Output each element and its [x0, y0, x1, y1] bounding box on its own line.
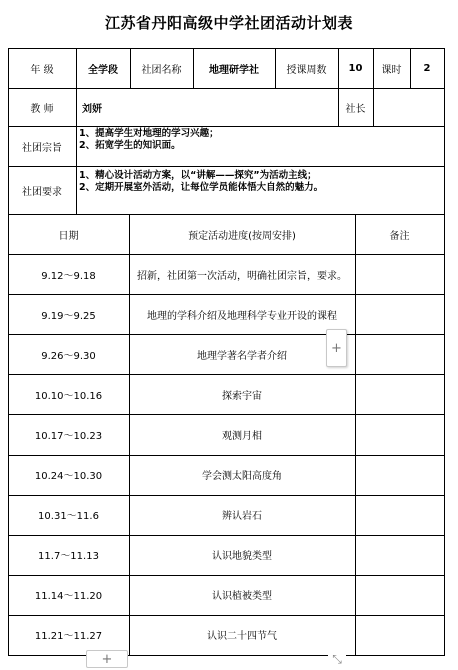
hours-value[interactable]: 2	[423, 62, 431, 74]
row-note[interactable]	[355, 535, 444, 575]
border-line	[76, 48, 77, 88]
border-line	[355, 214, 356, 655]
border-line	[373, 88, 374, 126]
row-plan[interactable]: 学会测太阳高度角	[202, 471, 282, 483]
border-line	[8, 455, 445, 456]
border-line	[8, 374, 445, 375]
club-name-value[interactable]: 地理研学社	[209, 64, 259, 76]
purpose-label: 社团宗旨	[22, 142, 62, 154]
requirement-line-1: 1、精心设计活动方案，以“讲解——探究”为活动主线；	[79, 170, 317, 181]
requirement-label: 社团要求	[22, 186, 62, 198]
border-line	[8, 414, 445, 415]
border-line	[8, 88, 445, 89]
row-plan[interactable]: 探索宇宙	[222, 390, 262, 402]
president-label: 社长	[345, 103, 366, 115]
row-note[interactable]	[355, 374, 444, 414]
row-date[interactable]: 11.14～11.20	[34, 591, 103, 603]
row-date[interactable]: 11.21～11.27	[34, 631, 103, 643]
purpose-content[interactable]	[76, 128, 444, 164]
border-line	[8, 126, 445, 127]
row-note[interactable]	[355, 455, 444, 495]
row-date[interactable]: 9.12～9.18	[41, 270, 96, 282]
plan-header: 预定活动进度(按周安排)	[188, 230, 296, 242]
border-line	[76, 88, 77, 126]
border-line	[373, 48, 374, 88]
row-plan[interactable]: 认识二十四节气	[207, 631, 277, 643]
row-date[interactable]: 9.26～9.30	[41, 350, 96, 362]
row-note[interactable]	[355, 254, 444, 294]
row-note[interactable]	[355, 575, 444, 615]
border-line	[8, 254, 445, 255]
requirement-content[interactable]	[76, 170, 444, 210]
row-date[interactable]: 11.7～11.13	[38, 551, 99, 563]
purpose-line-1: 1、提高学生对地理的学习兴趣；	[79, 128, 219, 139]
border-line	[8, 495, 445, 496]
row-note[interactable]	[355, 294, 444, 334]
row-note[interactable]	[355, 495, 444, 535]
plus-icon: +	[101, 651, 113, 667]
president-value[interactable]	[373, 88, 444, 126]
row-plan[interactable]: 招新，社团第一次活动，明确社团宗旨，要求。	[137, 270, 347, 282]
border-line	[8, 166, 445, 167]
row-plan[interactable]: 辨认岩石	[222, 511, 262, 523]
row-plan[interactable]: 观测月相	[222, 430, 262, 442]
hours-label: 课时	[381, 64, 402, 76]
teacher-value[interactable]: 刘妍	[82, 103, 102, 115]
teacher-label: 教 师	[30, 103, 54, 115]
plus-icon: +	[331, 340, 342, 356]
border-line	[8, 214, 445, 215]
grade-value[interactable]: 全学段	[88, 64, 118, 76]
row-date[interactable]: 10.31～11.6	[38, 511, 99, 523]
row-plan[interactable]: 地理学著名学者介绍	[197, 350, 287, 362]
border-line	[338, 48, 339, 88]
border-line	[8, 48, 9, 656]
row-plan[interactable]: 认识植被类型	[212, 591, 272, 603]
grade-label: 年 级	[30, 64, 54, 76]
row-date[interactable]: 10.17～10.23	[34, 430, 103, 442]
page-title: 江苏省丹阳高级中学社团活动计划表	[104, 14, 353, 32]
row-note[interactable]	[355, 414, 444, 454]
border-line	[8, 48, 445, 49]
purpose-line-2: 2、拓宽学生的知识面。	[79, 140, 181, 151]
requirement-line-2: 2、定期开展室外活动，让每位学员能体悟大自然的魅力。	[79, 182, 324, 193]
weeks-label: 授课周数	[286, 64, 327, 76]
border-line	[8, 294, 445, 295]
club-name-label: 社团名称	[141, 64, 182, 76]
resize-icon: ⤡	[332, 651, 342, 666]
border-line	[8, 615, 445, 616]
border-line	[444, 48, 445, 656]
row-date[interactable]: 9.19～9.25	[41, 310, 96, 322]
border-line	[76, 126, 77, 214]
border-line	[410, 48, 411, 88]
border-line	[338, 88, 339, 126]
date-header: 日期	[58, 230, 79, 242]
border-line	[130, 48, 131, 88]
row-plan[interactable]: 地理的学科介绍及地理科学专业开设的课程	[147, 310, 337, 322]
add-column-button[interactable]	[326, 329, 347, 367]
weeks-value[interactable]: 10	[348, 62, 363, 74]
border-line	[8, 655, 445, 656]
border-line	[8, 535, 445, 536]
add-row-button[interactable]	[86, 650, 128, 668]
resize-handle[interactable]	[328, 650, 346, 668]
note-header: 备注	[389, 230, 410, 242]
border-line	[8, 575, 445, 576]
border-line	[129, 214, 130, 655]
border-line	[8, 334, 445, 335]
row-note[interactable]	[355, 615, 444, 655]
border-line	[275, 48, 276, 88]
row-note[interactable]	[355, 334, 444, 374]
row-date[interactable]: 10.10～10.16	[34, 390, 103, 402]
row-date[interactable]: 10.24～10.30	[34, 471, 103, 483]
row-plan[interactable]: 认识地貌类型	[212, 551, 272, 563]
border-line	[193, 48, 194, 88]
